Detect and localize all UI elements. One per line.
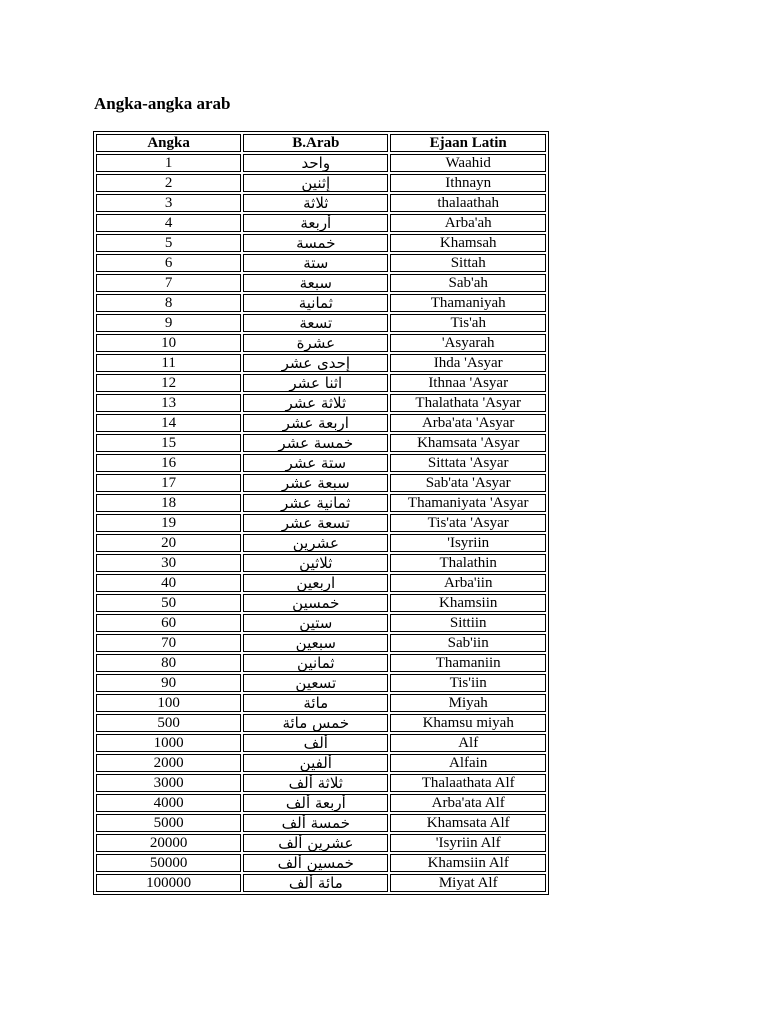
cell-angka: 17 — [96, 474, 241, 492]
cell-angka: 2 — [96, 174, 241, 192]
table-row — [96, 414, 546, 432]
table-body — [96, 154, 546, 892]
cell-angka: 50 — [96, 594, 241, 612]
table-row — [96, 734, 546, 752]
table-row — [96, 334, 546, 352]
cell-latin: 'Isyriin — [390, 534, 546, 552]
cell-angka: 5000 — [96, 814, 241, 832]
cell-angka: 15 — [96, 434, 241, 452]
cell-latin: Khamsata Alf — [390, 814, 546, 832]
page-title: Angka-angka arab — [94, 94, 231, 113]
cell-latin: Tis'ata 'Asyar — [390, 514, 546, 532]
cell-arab: اثنا عشر — [243, 374, 388, 392]
cell-arab: تسعين — [243, 674, 388, 692]
table-row — [96, 374, 546, 392]
cell-angka: 3 — [96, 194, 241, 212]
cell-arab: خمسة — [243, 234, 388, 252]
cell-angka: 14 — [96, 414, 241, 432]
cell-arab: إثنين — [243, 174, 388, 192]
table-row — [96, 254, 546, 272]
cell-angka: 80 — [96, 654, 241, 672]
table-row — [96, 834, 546, 852]
numbers-table-container — [93, 131, 549, 895]
cell-latin: Thalathata 'Asyar — [390, 394, 546, 412]
table-row — [96, 694, 546, 712]
cell-angka: 19 — [96, 514, 241, 532]
table-row — [96, 354, 546, 372]
cell-arab: سبعين — [243, 634, 388, 652]
table-row — [96, 194, 546, 212]
cell-latin: Arba'ata 'Asyar — [390, 414, 546, 432]
table-row — [96, 754, 546, 772]
cell-arab: اربعة عشر — [243, 414, 388, 432]
cell-latin: Ithnayn — [390, 174, 546, 192]
cell-angka: 70 — [96, 634, 241, 652]
cell-angka: 50000 — [96, 854, 241, 872]
cell-latin: Sab'iin — [390, 634, 546, 652]
cell-arab: عشرين ألف — [243, 834, 388, 852]
cell-arab: خمسين — [243, 594, 388, 612]
cell-arab: ستة عشر — [243, 454, 388, 472]
cell-arab: ستين — [243, 614, 388, 632]
table-row — [96, 394, 546, 412]
cell-angka: 8 — [96, 294, 241, 312]
cell-angka: 5 — [96, 234, 241, 252]
table-row — [96, 874, 546, 892]
cell-arab: ألف — [243, 734, 388, 752]
table-row — [96, 314, 546, 332]
cell-angka: 60 — [96, 614, 241, 632]
cell-arab: عشرين — [243, 534, 388, 552]
cell-latin: Thamaniyata 'Asyar — [390, 494, 546, 512]
cell-latin: Thalathin — [390, 554, 546, 572]
cell-arab: ألفين — [243, 754, 388, 772]
cell-arab: تسعة عشر — [243, 514, 388, 532]
cell-latin: Khamsiin — [390, 594, 546, 612]
cell-arab: ثمانية عشر — [243, 494, 388, 512]
cell-latin: Miyah — [390, 694, 546, 712]
cell-arab: تسعة — [243, 314, 388, 332]
numbers-table — [93, 131, 549, 895]
cell-angka: 20 — [96, 534, 241, 552]
cell-angka: 90 — [96, 674, 241, 692]
cell-angka: 10 — [96, 334, 241, 352]
cell-angka: 3000 — [96, 774, 241, 792]
table-row — [96, 154, 546, 172]
table-row — [96, 434, 546, 452]
cell-latin: 'Isyriin Alf — [390, 834, 546, 852]
cell-arab: واحد — [243, 154, 388, 172]
cell-latin: Khamsata 'Asyar — [390, 434, 546, 452]
cell-arab: أربعة ألف — [243, 794, 388, 812]
cell-angka: 6 — [96, 254, 241, 272]
table-row — [96, 634, 546, 652]
cell-arab: مائة ألف — [243, 874, 388, 892]
header-latin: Ejaan Latin — [390, 134, 546, 152]
cell-angka: 7 — [96, 274, 241, 292]
cell-arab: أربعة — [243, 214, 388, 232]
table-row — [96, 534, 546, 552]
cell-arab: ثمانين — [243, 654, 388, 672]
cell-latin: 'Asyarah — [390, 334, 546, 352]
cell-latin: Khamsah — [390, 234, 546, 252]
cell-angka: 30 — [96, 554, 241, 572]
cell-arab: خمسين ألف — [243, 854, 388, 872]
cell-arab: خمس مائة — [243, 714, 388, 732]
header-arab: B.Arab — [243, 134, 388, 152]
cell-angka: 100000 — [96, 874, 241, 892]
table-row — [96, 294, 546, 312]
table-row — [96, 214, 546, 232]
cell-latin: Thalaathata Alf — [390, 774, 546, 792]
cell-latin: Tis'iin — [390, 674, 546, 692]
cell-latin: Khamsiin Alf — [390, 854, 546, 872]
table-row — [96, 234, 546, 252]
cell-angka: 9 — [96, 314, 241, 332]
cell-arab: ثلاثة — [243, 194, 388, 212]
cell-arab: ثمانية — [243, 294, 388, 312]
header-angka: Angka — [96, 134, 241, 152]
table-row — [96, 574, 546, 592]
cell-latin: Alfain — [390, 754, 546, 772]
cell-angka: 500 — [96, 714, 241, 732]
table-row — [96, 814, 546, 832]
cell-latin: Arba'iin — [390, 574, 546, 592]
cell-latin: Sittiin — [390, 614, 546, 632]
cell-angka: 4 — [96, 214, 241, 232]
cell-angka: 16 — [96, 454, 241, 472]
table-row — [96, 794, 546, 812]
cell-arab: ستة — [243, 254, 388, 272]
cell-arab: إحدى عشر — [243, 354, 388, 372]
cell-latin: Thamaniin — [390, 654, 546, 672]
cell-arab: مائة — [243, 694, 388, 712]
cell-arab: خمسة عشر — [243, 434, 388, 452]
cell-latin: Sittata 'Asyar — [390, 454, 546, 472]
cell-arab: ثلاثة عشر — [243, 394, 388, 412]
cell-latin: Waahid — [390, 154, 546, 172]
table-row — [96, 494, 546, 512]
cell-angka: 40 — [96, 574, 241, 592]
cell-angka: 20000 — [96, 834, 241, 852]
cell-latin: thalaathah — [390, 194, 546, 212]
table-row — [96, 454, 546, 472]
table-row — [96, 514, 546, 532]
table-row — [96, 474, 546, 492]
cell-latin: Sab'ata 'Asyar — [390, 474, 546, 492]
cell-latin: Arba'ah — [390, 214, 546, 232]
cell-latin: Sittah — [390, 254, 546, 272]
cell-latin: Ithnaa 'Asyar — [390, 374, 546, 392]
cell-angka: 18 — [96, 494, 241, 512]
cell-angka: 13 — [96, 394, 241, 412]
cell-angka: 2000 — [96, 754, 241, 772]
table-row — [96, 554, 546, 572]
table-row — [96, 854, 546, 872]
table-row — [96, 614, 546, 632]
cell-angka: 100 — [96, 694, 241, 712]
cell-latin: Miyat Alf — [390, 874, 546, 892]
cell-arab: سبعة — [243, 274, 388, 292]
cell-arab: خمسة ألف — [243, 814, 388, 832]
cell-latin: Tis'ah — [390, 314, 546, 332]
cell-latin: Khamsu miyah — [390, 714, 546, 732]
cell-angka: 1 — [96, 154, 241, 172]
cell-angka: 4000 — [96, 794, 241, 812]
cell-latin: Ihda 'Asyar — [390, 354, 546, 372]
cell-angka: 12 — [96, 374, 241, 392]
table-row — [96, 654, 546, 672]
cell-angka: 11 — [96, 354, 241, 372]
cell-arab: اربعين — [243, 574, 388, 592]
table-header-row — [96, 134, 546, 152]
table-row — [96, 674, 546, 692]
table-row — [96, 714, 546, 732]
cell-angka: 1000 — [96, 734, 241, 752]
cell-latin: Sab'ah — [390, 274, 546, 292]
table-row — [96, 174, 546, 192]
cell-latin: Alf — [390, 734, 546, 752]
cell-latin: Thamaniyah — [390, 294, 546, 312]
cell-arab: ثلاثة ألف — [243, 774, 388, 792]
cell-arab: ثلاثين — [243, 554, 388, 572]
cell-arab: عشرة — [243, 334, 388, 352]
table-row — [96, 274, 546, 292]
table-row — [96, 774, 546, 792]
cell-arab: سبعة عشر — [243, 474, 388, 492]
table-row — [96, 594, 546, 612]
cell-latin: Arba'ata Alf — [390, 794, 546, 812]
